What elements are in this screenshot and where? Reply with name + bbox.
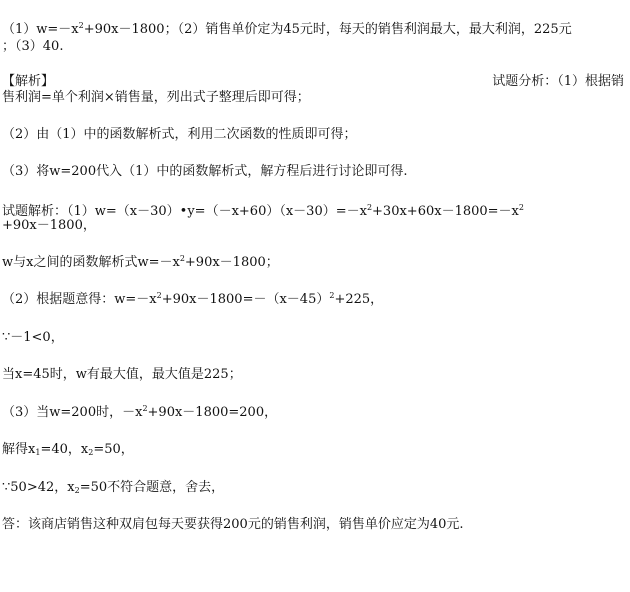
answer-part-1: （1）w=－x bbox=[2, 22, 79, 37]
superscript-2: 2 bbox=[179, 254, 185, 263]
answer-line-2: ；（3）40. bbox=[2, 39, 64, 54]
solution-line-1-cont: +90x－1800， bbox=[2, 218, 96, 233]
solution-8-part-a: ∵50>42，x bbox=[2, 480, 75, 495]
solution-6-part-a: （3）当w=200时，－x bbox=[2, 405, 143, 420]
subscript-2: 2 bbox=[88, 448, 94, 457]
solution-line-8 bbox=[2, 480, 224, 496]
solution-2-part-b: +90x－1800； bbox=[184, 255, 279, 270]
answer-part-2: +90x－1800；（2）销售单价定为45元时，每天的销售利润最大，最大利润，225元 bbox=[83, 22, 572, 37]
subscript-1: 1 bbox=[35, 448, 41, 457]
superscript-2: 2 bbox=[142, 404, 148, 413]
solution-line-3 bbox=[2, 292, 383, 308]
solution-2-part-a: w与x之间的函数解析式w=－x bbox=[2, 255, 180, 270]
solution-8-part-b: =50不符合题意，舍去， bbox=[79, 480, 225, 495]
solution-6-part-b: +90x－1800=200， bbox=[147, 405, 278, 420]
solution-line-7 bbox=[2, 442, 134, 458]
solution-7-part-c: =50， bbox=[93, 442, 134, 457]
subscript-2: 2 bbox=[74, 486, 80, 495]
analysis-hint-start: 试题分析：（1）根据销 bbox=[492, 74, 624, 89]
solution-line-4: ∵－1<0， bbox=[2, 330, 64, 345]
solution-line-2 bbox=[2, 255, 279, 271]
analysis-heading: 【解析】 bbox=[2, 74, 55, 89]
solution-3-part-c: +225， bbox=[334, 292, 384, 307]
superscript-2: 2 bbox=[366, 203, 373, 212]
superscript-2: 2 bbox=[329, 291, 335, 300]
solution-3-part-a: （2）根据题意得：w=－x bbox=[2, 292, 157, 307]
final-answer: 答：该商店销售这种双肩包每天要获得200元的销售利润，销售单价应定为40元. bbox=[2, 517, 464, 532]
analysis-hint-cont: 售利润=单个利润×销售量，列出式子整理后即可得； bbox=[2, 90, 310, 105]
analysis-hint-2: （2）由（1）中的函数解析式，利用二次函数的性质即可得； bbox=[2, 127, 357, 142]
solution-1-part-b: +30x+60x－1800=－x bbox=[372, 204, 519, 219]
solution-line-5: 当x=45时，w有最大值，最大值是225； bbox=[2, 367, 242, 382]
analysis-hint-3: （3）将w=200代入（1）中的函数解析式，解方程后进行讨论即可得. bbox=[2, 164, 408, 179]
solution-7-part-a: 解得x bbox=[2, 442, 36, 457]
answer-line-1 bbox=[2, 22, 572, 38]
solution-7-part-b: =40，x bbox=[40, 442, 89, 457]
solution-line-6 bbox=[2, 405, 277, 421]
superscript-2: 2 bbox=[156, 291, 162, 300]
solution-1-part-a: 试题解析：（1）w=（x－30）•y=（－x+60）（x－30）=－x bbox=[2, 204, 367, 219]
superscript-2: 2 bbox=[78, 21, 84, 30]
superscript-2: 2 bbox=[518, 203, 524, 212]
solution-3-part-b: +90x－1800=－（x－45） bbox=[161, 292, 330, 307]
